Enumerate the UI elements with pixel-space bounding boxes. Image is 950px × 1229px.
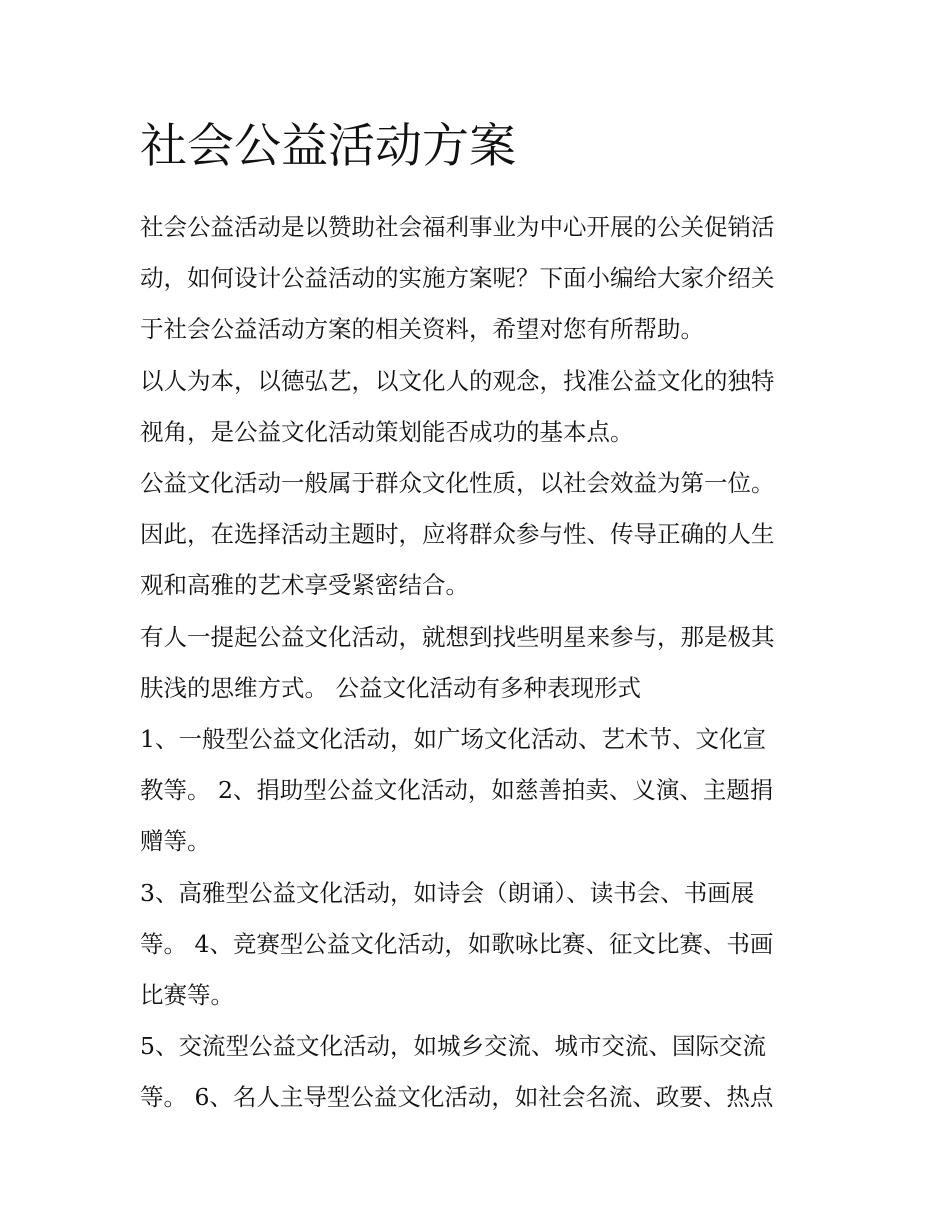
paragraph-people-oriented	[140, 356, 820, 458]
paragraph-forms-3-4	[140, 868, 820, 1022]
text-line: 肤浅的思维方式。 公益文化活动有多种表现形式	[140, 673, 641, 702]
text-line: 赠等。	[140, 827, 211, 856]
paragraph-intro	[140, 202, 820, 356]
text-line: 比赛等。	[140, 981, 234, 1010]
text-line: 5、交流型公益文化活动，如城乡交流、城市交流、国际交流	[140, 1032, 766, 1061]
text-line: 教等。 2、捐助型公益文化活动，如慈善拍卖、义演、主题捐	[140, 776, 774, 805]
text-line: 社会公益活动是以赞助社会福利事业为中心开展的公关促销活	[140, 213, 775, 241]
text-line: 等。 6、名人主导型公益文化活动，如社会名流、政要、热点	[140, 1083, 774, 1112]
paragraph-forms-5-6	[140, 1021, 820, 1123]
text-line: 3、高雅型公益文化活动，如诗会（朗诵）、读书会、书画展	[140, 878, 755, 907]
paragraph-social-benefit	[140, 458, 820, 612]
document-title: 社会公益活动方案	[140, 119, 516, 174]
text-line: 公益文化活动一般属于群众文化性质，以社会效益为第一位。	[140, 469, 775, 498]
text-line: 有人一提起公益文化活动，就想到找些明星来参与，那是极其	[140, 622, 775, 651]
text-line: 视角，是公益文化活动策划能否成功的基本点。	[140, 417, 634, 446]
document-body	[140, 202, 820, 1124]
paragraph-forms-1-2	[140, 714, 820, 868]
text-line: 以人为本，以德弘艺，以文化人的观念，找准公益文化的独特	[140, 366, 775, 395]
text-line: 等。 4、竞赛型公益文化活动，如歌咏比赛、征文比赛、书画	[140, 929, 774, 958]
text-line: 动，如何设计公益活动的实施方案呢？下面小编给大家介绍关	[140, 264, 775, 293]
text-line: 因此，在选择活动主题时，应将群众参与性、传导正确的人生	[140, 520, 775, 549]
paragraph-forms-intro	[140, 612, 820, 714]
text-line: 1、一般型公益文化活动，如广场文化活动、艺术节、文化宣	[140, 725, 766, 754]
text-line: 观和高雅的艺术享受紧密结合。	[140, 571, 469, 600]
text-line: 于社会公益活动方案的相关资料，希望对您有所帮助。	[140, 315, 704, 344]
